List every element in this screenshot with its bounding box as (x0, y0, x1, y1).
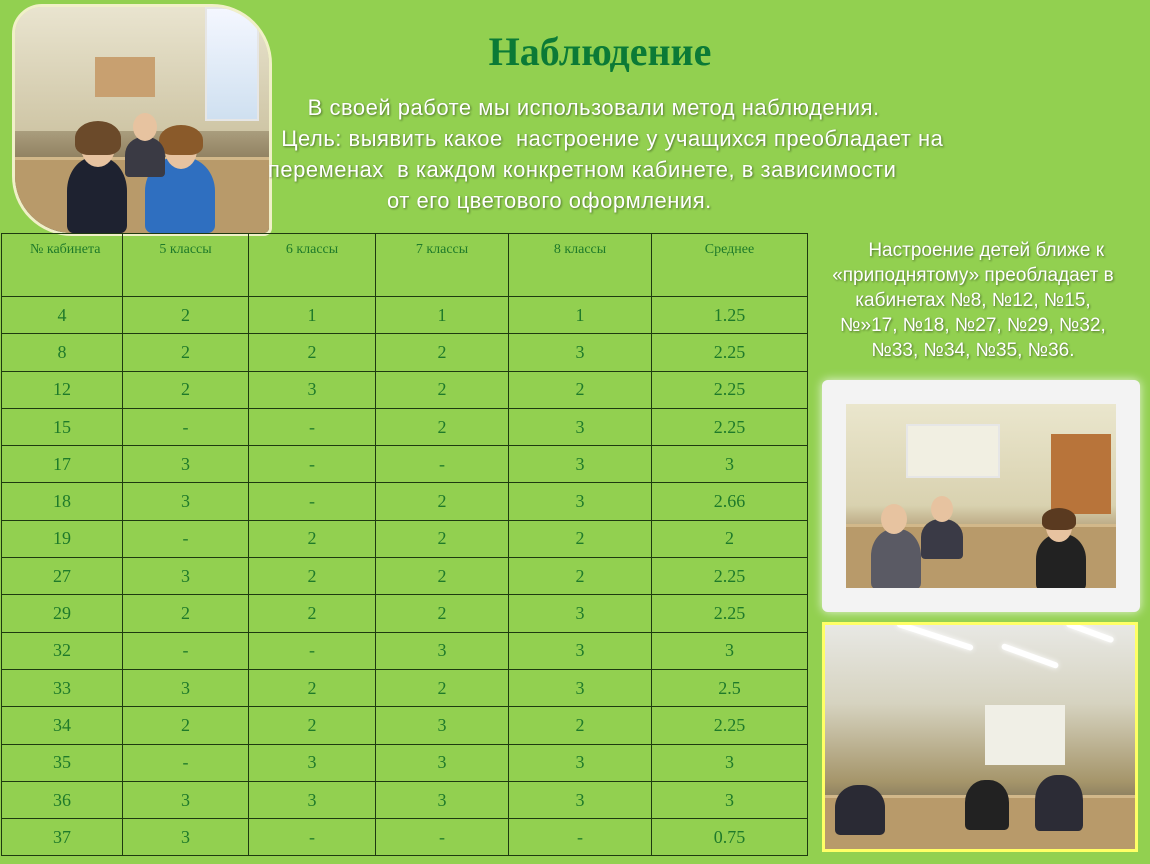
note-line: «приподнятому» преобладает в (832, 265, 1114, 286)
cell-average: 2 (652, 520, 808, 557)
cell-grade-5: 2 (123, 371, 249, 408)
cell-average: 3 (652, 781, 808, 818)
note-line: кабинетах №8, №12, №15, (855, 290, 1091, 311)
cell-grade-7: 2 (376, 520, 509, 557)
cell-grade-8: 1 (509, 297, 652, 334)
cell-grade-8: 2 (509, 520, 652, 557)
cell-grade-8: 3 (509, 483, 652, 520)
cell-grade-6: 2 (249, 334, 376, 371)
cell-grade-7: 1 (376, 297, 509, 334)
table-row (2, 371, 808, 408)
table-row (2, 520, 808, 557)
cell-average: 2.66 (652, 483, 808, 520)
cell-grade-6: - (249, 408, 376, 445)
table-row (2, 781, 808, 818)
cell-average: 1.25 (652, 297, 808, 334)
page-title: Наблюдение (488, 29, 712, 74)
cell-grade-7: 2 (376, 483, 509, 520)
conclusion-note (800, 238, 1146, 363)
intro-line: Цель: выявить какое настроение у учащихся преобладает на (268, 126, 944, 151)
header-grade-6: 6 классы (249, 234, 376, 297)
cell-grade-6: - (249, 632, 376, 669)
cell-grade-5: 2 (123, 334, 249, 371)
cell-grade-7: 2 (376, 371, 509, 408)
cell-room: 18 (2, 483, 123, 520)
header-grade-7: 7 классы (376, 234, 509, 297)
cell-grade-7: 2 (376, 334, 509, 371)
cell-grade-5: 3 (123, 446, 249, 483)
cell-grade-8: 3 (509, 334, 652, 371)
cell-grade-8: 3 (509, 669, 652, 706)
cell-grade-6: 3 (249, 781, 376, 818)
cell-grade-8: 3 (509, 744, 652, 781)
note-line: №33, №34, №35, №36. (871, 340, 1075, 361)
cell-grade-7: 2 (376, 669, 509, 706)
cell-average: 2.25 (652, 334, 808, 371)
cell-grade-8: 3 (509, 595, 652, 632)
cell-grade-5: - (123, 520, 249, 557)
cell-average: 2.25 (652, 595, 808, 632)
cell-grade-7: 3 (376, 707, 509, 744)
cell-grade-6: 1 (249, 297, 376, 334)
intro-line: от его цветового оформления. (268, 188, 712, 213)
cell-grade-6: 3 (249, 744, 376, 781)
cell-grade-6: 2 (249, 520, 376, 557)
note-line: №»17, №18, №27, №29, №32, (840, 315, 1106, 336)
cell-grade-5: - (123, 744, 249, 781)
cell-average: 2.25 (652, 558, 808, 595)
cell-room: 32 (2, 632, 123, 669)
cell-grade-5: - (123, 632, 249, 669)
cell-grade-6: - (249, 446, 376, 483)
cell-average: 2.25 (652, 408, 808, 445)
header-room: № кабинета (2, 234, 123, 297)
cell-average: 2.25 (652, 707, 808, 744)
table-row (2, 558, 808, 595)
cell-grade-8: 2 (509, 707, 652, 744)
cell-grade-7: - (376, 819, 509, 856)
cell-grade-8: 3 (509, 408, 652, 445)
cell-room: 12 (2, 371, 123, 408)
cell-grade-6: 2 (249, 595, 376, 632)
cell-room: 17 (2, 446, 123, 483)
table-row (2, 595, 808, 632)
table-row (2, 297, 808, 334)
cell-grade-7: 2 (376, 558, 509, 595)
cell-room: 35 (2, 744, 123, 781)
cell-grade-5: 2 (123, 707, 249, 744)
cell-room: 36 (2, 781, 123, 818)
intro-line: В своей работе мы использовали метод наблюдения. (268, 95, 880, 120)
cell-grade-6: 2 (249, 707, 376, 744)
header-grade-8: 8 классы (509, 234, 652, 297)
table-row (2, 408, 808, 445)
cell-grade-8: 2 (509, 371, 652, 408)
cell-grade-5: 3 (123, 558, 249, 595)
cell-grade-5: 3 (123, 483, 249, 520)
cell-grade-8: 3 (509, 781, 652, 818)
table-row (2, 669, 808, 706)
cell-grade-5: 3 (123, 781, 249, 818)
cell-room: 15 (2, 408, 123, 445)
cell-grade-5: 2 (123, 595, 249, 632)
note-line: Настроение детей ближе к (841, 240, 1105, 261)
cell-room: 37 (2, 819, 123, 856)
cell-grade-8: - (509, 819, 652, 856)
cell-grade-6: - (249, 819, 376, 856)
cell-grade-7: 3 (376, 781, 509, 818)
cell-room: 4 (2, 297, 123, 334)
cell-average: 2.5 (652, 669, 808, 706)
table-row (2, 744, 808, 781)
cell-grade-5: - (123, 408, 249, 445)
classroom-photo-bottom (822, 622, 1138, 852)
cell-room: 8 (2, 334, 123, 371)
cell-grade-7: 3 (376, 744, 509, 781)
table-header-row (2, 234, 808, 297)
cell-grade-8: 2 (509, 558, 652, 595)
table-row (2, 707, 808, 744)
table-row (2, 483, 808, 520)
cell-average: 0.75 (652, 819, 808, 856)
cell-grade-7: 2 (376, 595, 509, 632)
cell-grade-7: 3 (376, 632, 509, 669)
intro-text (268, 92, 1088, 216)
observation-table (1, 233, 808, 856)
intro-line: переменах в каждом конкретном кабинете, в зависимости (268, 157, 897, 182)
cell-average: 3 (652, 446, 808, 483)
cell-grade-5: 2 (123, 297, 249, 334)
cell-grade-5: 3 (123, 669, 249, 706)
table-row (2, 819, 808, 856)
cell-grade-8: 3 (509, 632, 652, 669)
classroom-photo-middle (822, 380, 1140, 612)
cell-room: 33 (2, 669, 123, 706)
cell-grade-8: 3 (509, 446, 652, 483)
classroom-photo-top (12, 4, 272, 236)
cell-grade-7: 2 (376, 408, 509, 445)
table-row (2, 446, 808, 483)
cell-room: 29 (2, 595, 123, 632)
cell-room: 34 (2, 707, 123, 744)
cell-grade-6: 2 (249, 558, 376, 595)
cell-grade-5: 3 (123, 819, 249, 856)
header-grade-5: 5 классы (123, 234, 249, 297)
cell-grade-6: 3 (249, 371, 376, 408)
cell-room: 19 (2, 520, 123, 557)
cell-average: 2.25 (652, 371, 808, 408)
cell-grade-6: - (249, 483, 376, 520)
cell-grade-6: 2 (249, 669, 376, 706)
table-row (2, 334, 808, 371)
table-row (2, 632, 808, 669)
cell-average: 3 (652, 744, 808, 781)
header-average: Среднее (652, 234, 808, 297)
cell-average: 3 (652, 632, 808, 669)
cell-grade-7: - (376, 446, 509, 483)
cell-room: 27 (2, 558, 123, 595)
